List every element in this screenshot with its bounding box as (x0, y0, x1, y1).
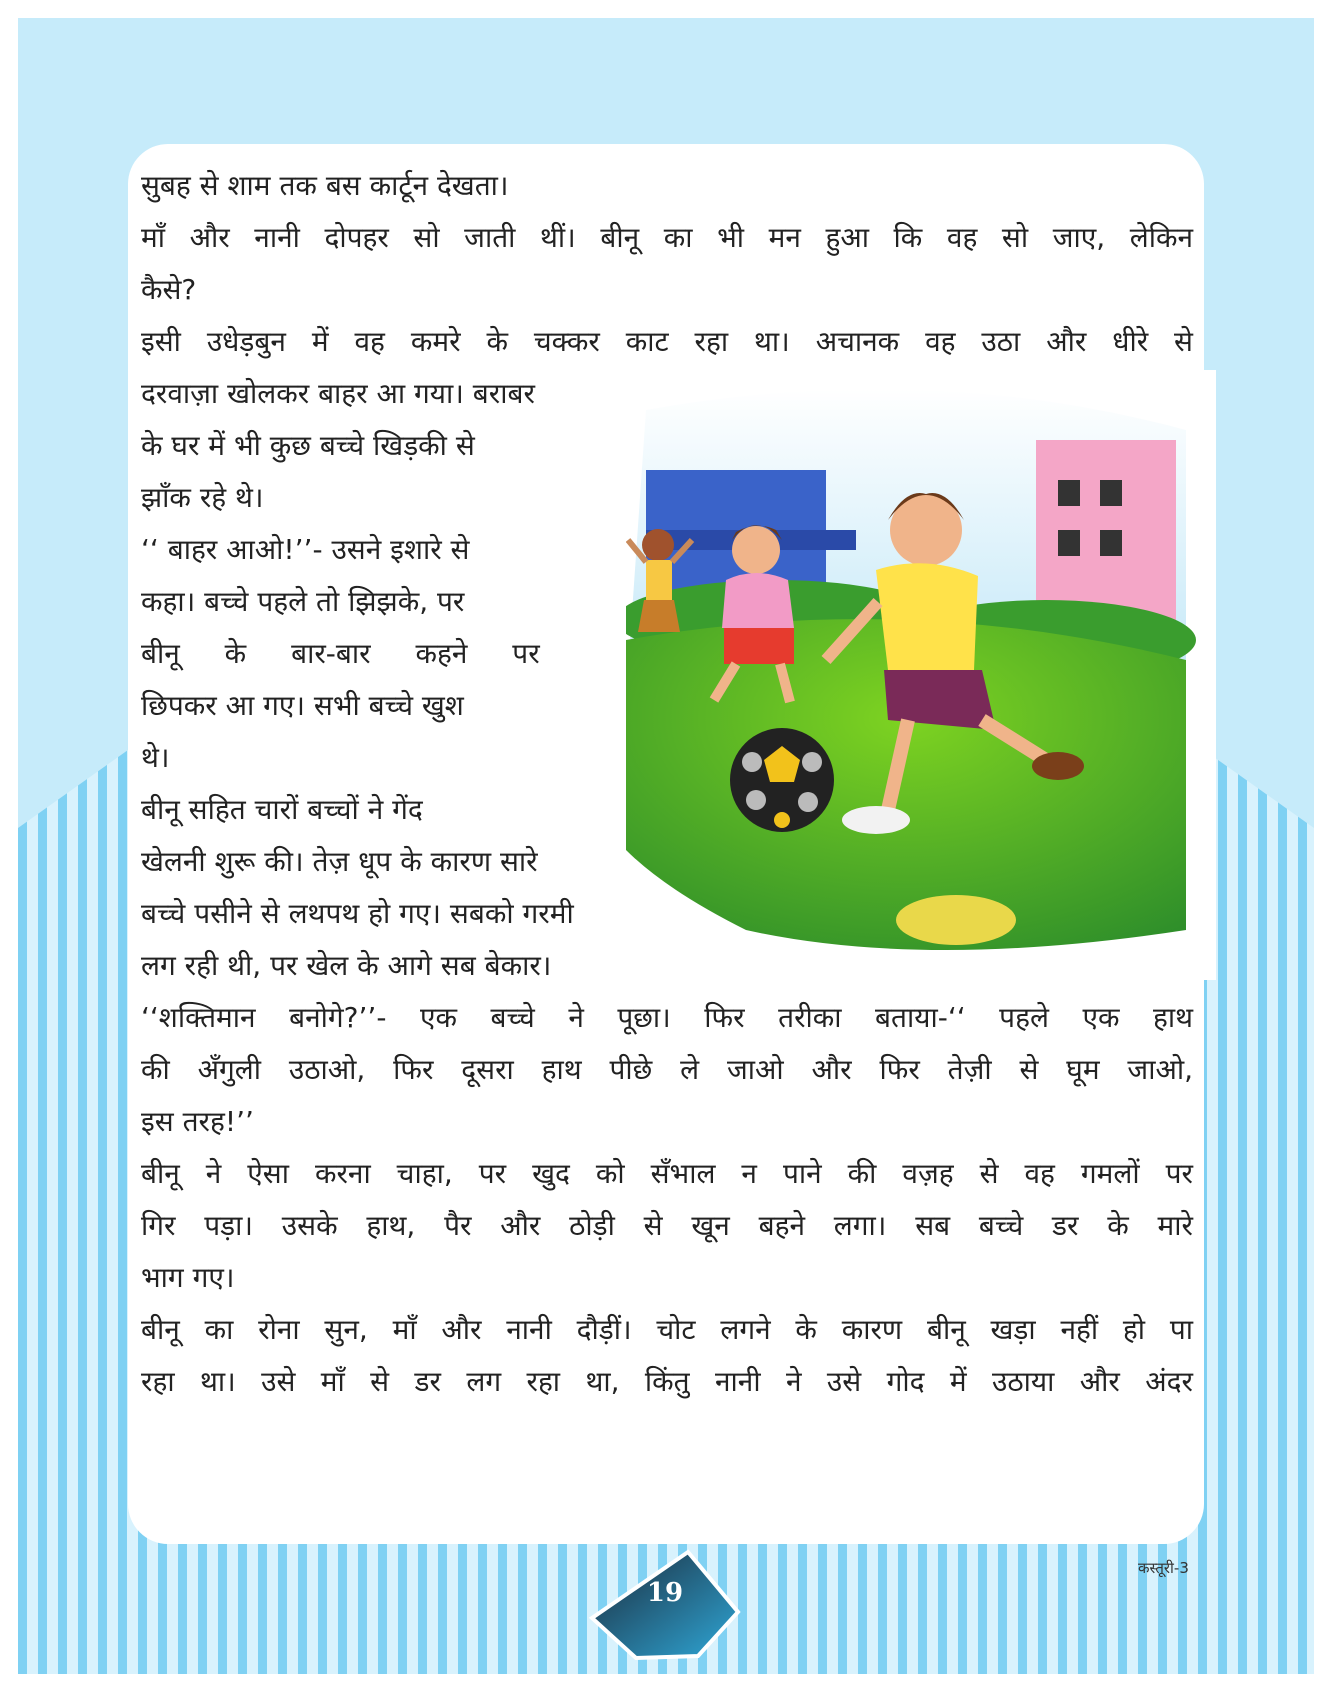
text-line-14: खेलनी शुरू की। तेज़ धूप के कारण सारे (141, 845, 538, 878)
text-line-18: की अँगुली उठाओ, फिर दूसरा हाथ पीछे ले जाओ और फिर तेज़ी से घूम जाओ, (141, 1053, 1193, 1086)
text-line-7: झाँक रहे थे। (141, 481, 264, 514)
text-line-16: लग रही थी, पर खेल के आगे सब बेकार। (141, 949, 552, 982)
text-line-11: छिपकर आ गए। सभी बच्चे खुश (141, 689, 464, 722)
text-line-10: बीनू के बार-बार कहने पर (141, 637, 540, 670)
text-line-4: इसी उधेड़बुन में वह कमरे के चक्कर काट रहा था। अचानक वह उठा और धीरे से (141, 325, 1193, 358)
text-line-19: इस तरह!’’ (141, 1105, 254, 1138)
football (730, 728, 834, 832)
text-line-24: रहा था। उसे माँ से डर लग रहा था, किंतु नानी ने उसे गोद में उठाया और अंदर (141, 1365, 1193, 1398)
text-line-3: कैसे? (141, 273, 197, 306)
page-number: 19 (646, 1578, 684, 1608)
text-line-23: बीनू का रोना सुन, माँ और नानी दौड़ीं। चोट लगने के कारण बीनू खड़ा नहीं हो पा (141, 1313, 1193, 1346)
text-line-22: भाग गए। (141, 1261, 235, 1294)
football-illustration (626, 370, 1216, 980)
text-line-8: ‘‘ बाहर आओ!’’- उसने इशारे से (141, 533, 470, 566)
text-line-6: के घर में भी कुछ बच्चे खिड़की से (141, 429, 475, 462)
text-line-9: कहा। बच्चे पहले तो झिझके, पर (141, 585, 465, 618)
book-label: कस्तूरी-3 (1138, 1559, 1189, 1577)
text-line-17: ‘‘शक्तिमान बनोगे?’’- एक बच्चे ने पूछा। फिर तरीका बताया-‘‘ पहले एक हाथ (141, 1001, 1193, 1034)
illustration-svg (626, 370, 1216, 980)
text-line-13: बीनू सहित चारों बच्चों ने गेंद (141, 793, 423, 826)
text-line-1: सुबह से शाम तक बस कार्टून देखता। (141, 169, 509, 202)
text-line-20: बीनू ने ऐसा करना चाहा, पर खुद को सँभाल न पाने की वज़ह से वह गमलों पर (141, 1157, 1193, 1190)
text-line-21: गिर पड़ा। उसके हाथ, पैर और ठोड़ी से खून बहने लगा। सब बच्चे डर के मारे (141, 1209, 1193, 1242)
text-line-12: थे। (141, 741, 170, 774)
text-line-2: माँ और नानी दोपहर सो जाती थीं। बीनू का भी मन हुआ कि वह सो जाए, लेकिन (141, 221, 1193, 254)
text-line-5: दरवाज़ा खोलकर बाहर आ गया। बराबर (141, 377, 535, 410)
text-line-15: बच्चे पसीने से लथपथ हो गए। सबको गरमी (141, 897, 574, 930)
